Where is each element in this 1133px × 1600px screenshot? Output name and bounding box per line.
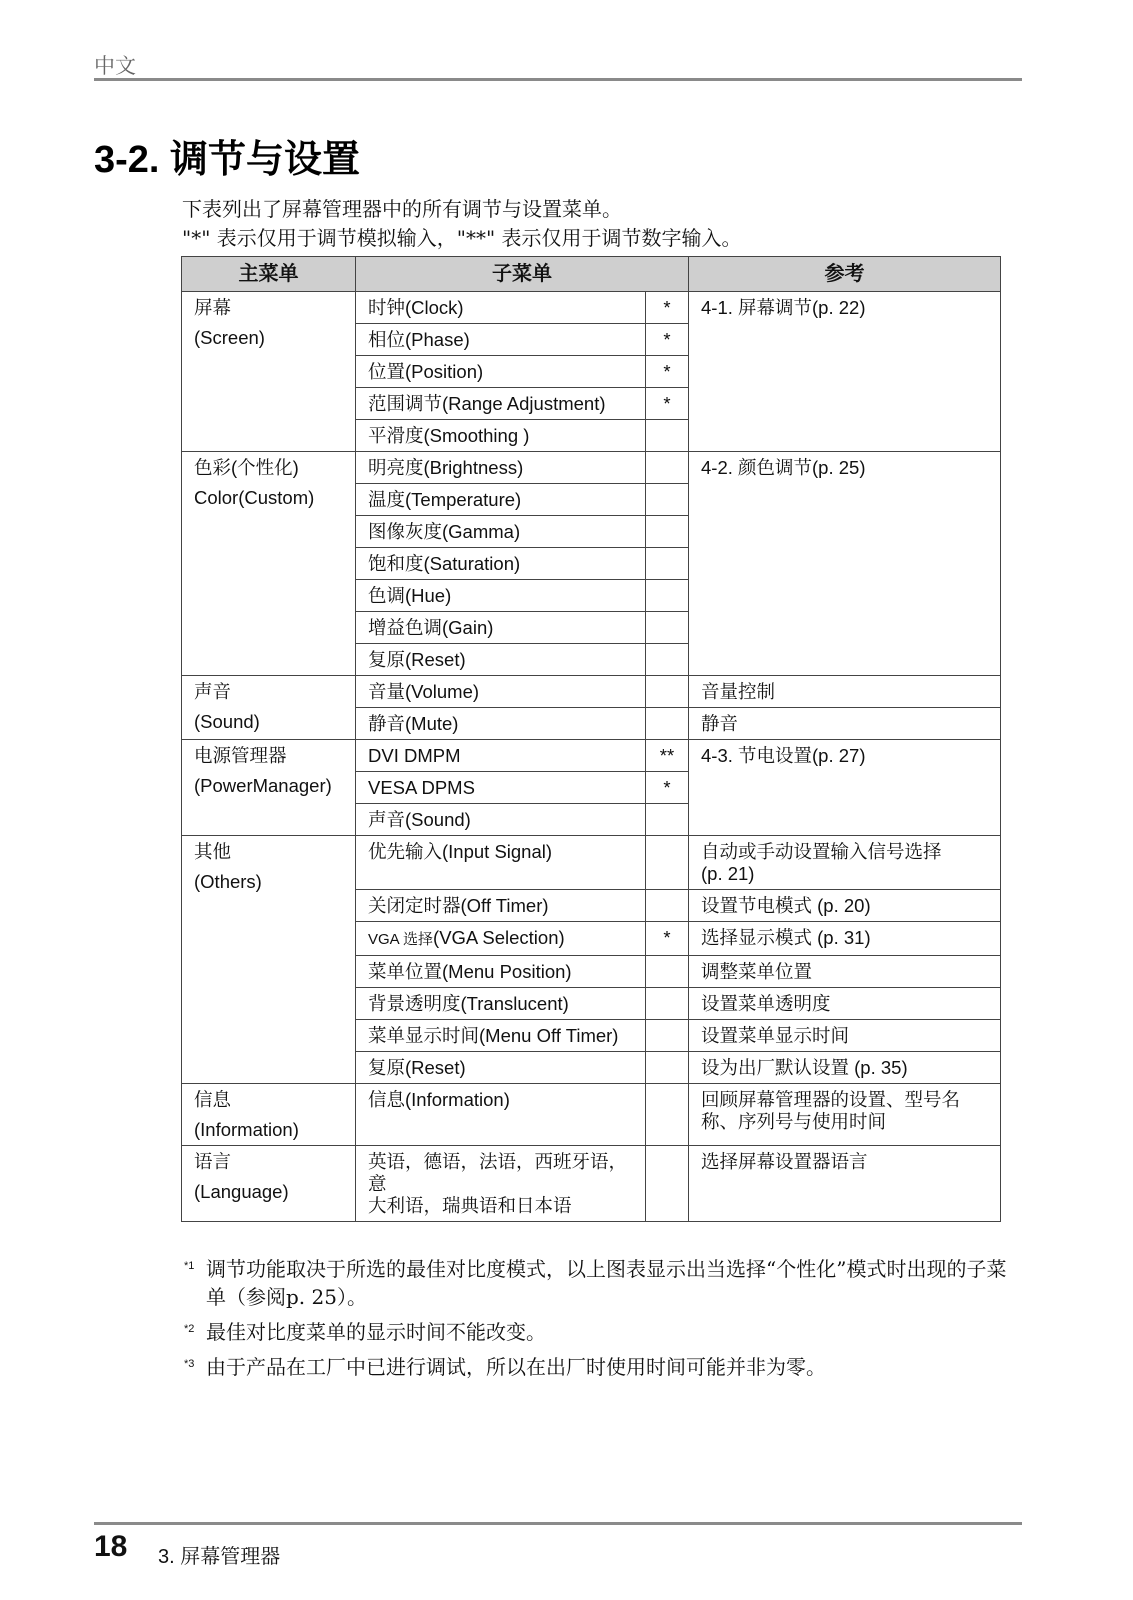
table-row [182,1146,1001,1222]
header-reference: 参考 [689,257,1001,292]
menu-table [181,256,1001,1222]
sub-menu-cell [356,548,646,580]
reference-cell [689,922,1001,956]
reference-text: 设置菜单显示时间 [701,1025,850,1046]
sub-menu-label: 位置(Position) [368,361,484,382]
sub-menu-cell [356,292,646,324]
input-type-mark [646,1052,689,1084]
reference-cell [689,740,1001,836]
main-menu-cell [182,676,356,740]
main-menu-label: (Others) [194,871,262,892]
chapter-label: 3. 屏幕管理器 [158,1546,281,1568]
input-type-mark: * [646,324,689,356]
footnote-marker: *3 [184,1358,195,1370]
sub-menu-cell [356,890,646,922]
sub-menu-cell [356,922,646,956]
input-type-mark [646,548,689,580]
input-type-mark: * [646,922,689,956]
input-type-mark: * [646,292,689,324]
main-menu-cell [182,1146,356,1222]
sub-menu-label: 菜单显示时间(Menu Off Timer) [368,1025,619,1046]
main-menu-label: 声音 [194,681,232,702]
intro-line-2: "*" 表示仅用于调节模拟输入，"**" 表示仅用于调节数字输入。 [182,226,742,250]
reference-cell [689,708,1001,740]
sub-menu-cell [356,988,646,1020]
sub-menu-cell [356,708,646,740]
sub-menu-cell [356,1084,646,1146]
input-type-mark [646,484,689,516]
section-title: 3-2. 调节与设置 [94,139,361,181]
input-type-mark [646,1020,689,1052]
sub-menu-cell [356,804,646,836]
main-menu-cell [182,836,356,1084]
table-row [182,836,1001,890]
input-type-mark [646,580,689,612]
reference-cell [689,956,1001,988]
sub-menu-cell [356,1020,646,1052]
page-number: 18 [94,1530,128,1563]
sub-menu-label: 饱和度(Saturation) [368,553,521,574]
sub-menu-cell [356,420,646,452]
sub-menu-label: 复原(Reset) [368,649,466,670]
input-type-mark [646,612,689,644]
header-sub-menu: 子菜单 [356,257,689,292]
header-main-menu: 主菜单 [182,257,356,292]
intro-line-1: 下表列出了屏幕管理器中的所有调节与设置菜单。 [182,197,622,221]
reference-text: 选择显示模式 (p. 31) [701,927,871,948]
reference-text: 回顾屏幕管理器的设置、型号名 [701,1089,961,1110]
sub-menu-label: 关闭定时器(Off Timer) [368,895,549,916]
reference-text: 选择屏幕设置器语言 [701,1151,868,1172]
input-type-mark [646,1146,689,1222]
reference-text: 调整菜单位置 [701,961,813,982]
main-menu-label: 信息 [194,1089,232,1110]
sub-menu-label: 英语，德语，法语，西班牙语，意 [368,1151,628,1194]
reference-text: 4-1. 屏幕调节(p. 22) [701,297,866,318]
input-type-mark: * [646,772,689,804]
reference-text: 静音 [701,713,739,734]
sub-menu-cell [356,356,646,388]
table-row [182,740,1001,772]
reference-text: 音量控制 [701,681,776,702]
table-row [182,292,1001,324]
sub-menu-cell [356,772,646,804]
sub-menu-cell [356,484,646,516]
sub-menu-label: 色调(Hue) [368,585,452,606]
reference-cell [689,676,1001,708]
main-menu-cell [182,292,356,452]
sub-menu-label: 静音(Mute) [368,713,459,734]
input-type-mark [646,676,689,708]
main-menu-cell [182,1084,356,1146]
sub-menu-cell [356,324,646,356]
main-menu-label: (Screen) [194,327,265,348]
reference-cell [689,1052,1001,1084]
main-menu-label: (PowerManager) [194,775,332,796]
reference-cell [689,1146,1001,1222]
input-type-mark [646,420,689,452]
sub-menu-cell [356,1052,646,1084]
sub-menu-label: 平滑度(Smoothing ) [368,425,530,446]
footnote-marker: *2 [184,1323,195,1335]
sub-menu-label: 背景透明度(Translucent) [368,993,569,1014]
sub-menu-cell [356,580,646,612]
sub-menu-cell [356,1146,646,1222]
main-menu-cell [182,452,356,676]
sub-menu-label: 图像灰度(Gamma) [368,521,521,542]
main-menu-label: 屏幕 [194,297,232,318]
input-type-mark [646,956,689,988]
footnote [182,1318,1022,1346]
reference-text: 4-2. 颜色调节(p. 25) [701,457,866,478]
sub-menu-cell [356,956,646,988]
main-menu-cell [182,740,356,836]
sub-menu-label-cont: 大利语，瑞典语和日本语 [368,1195,572,1216]
reference-cell [689,890,1001,922]
reference-cell [689,836,1001,890]
sub-menu-label: DVI DMPM [368,745,461,766]
sub-menu-label: 相位(Phase) [368,329,470,350]
table-header-row [182,257,1001,292]
sub-menu-label: 声音(Sound) [368,809,471,830]
reference-text: 自动或手动设置输入信号选择 [701,841,942,862]
reference-text-cont: 称、序列号与使用时间 [701,1111,887,1132]
main-menu-label: 电源管理器 [194,745,287,766]
reference-cell [689,452,1001,676]
reference-text-cont: (p. 21) [701,863,755,884]
sub-menu-cell [356,452,646,484]
sub-menu-cell [356,388,646,420]
reference-text: 4-3. 节电设置(p. 27) [701,745,866,766]
sub-menu-label: 时钟(Clock) [368,297,464,318]
sub-menu-label-prefix: VGA 选择 [368,931,434,948]
input-type-mark: * [646,356,689,388]
sub-menu-cell [356,676,646,708]
sub-menu-label: 菜单位置(Menu Position) [368,961,572,982]
reference-cell [689,988,1001,1020]
sub-menu-label: 信息(Information) [368,1089,510,1110]
footnotes [182,1255,1022,1388]
main-menu-label: 语言 [194,1151,232,1172]
sub-menu-cell [356,836,646,890]
header-divider [94,78,1022,81]
main-menu-label: 其他 [194,841,232,862]
input-type-mark [646,804,689,836]
main-menu-label: (Sound) [194,711,260,732]
input-type-mark [646,1084,689,1146]
table-row [182,676,1001,708]
sub-menu-cell [356,740,646,772]
sub-menu-label: VESA DPMS [368,777,475,798]
input-type-mark [646,890,689,922]
sub-menu-label: 范围调节(Range Adjustment) [368,393,606,414]
sub-menu-cell [356,516,646,548]
input-type-mark: ** [646,740,689,772]
reference-cell [689,292,1001,452]
input-type-mark [646,708,689,740]
footnote-text: 由于产品在工厂中已进行调试，所以在出厂时使用时间可能并非为零。 [206,1355,826,1379]
sub-menu-cell [356,612,646,644]
language-label: 中文 [94,55,136,78]
main-menu-label: 色彩(个性化) [194,457,299,478]
sub-menu-label: 温度(Temperature) [368,489,522,510]
footnote [182,1255,1022,1311]
reference-text: 设置节电模式 (p. 20) [701,895,871,916]
sub-menu-label: 优先输入(Input Signal) [368,841,553,862]
reference-text: 设为出厂默认设置 (p. 35) [701,1057,908,1078]
main-menu-label: Color(Custom) [194,487,315,508]
reference-cell [689,1020,1001,1052]
reference-text: 设置菜单透明度 [701,993,831,1014]
reference-cell [689,1084,1001,1146]
main-menu-label: (Information) [194,1119,299,1140]
footnote-text: 最佳对比度菜单的显示时间不能改变。 [206,1320,546,1344]
input-type-mark [646,452,689,484]
table-row [182,1084,1001,1146]
input-type-mark [646,988,689,1020]
sub-menu-cell [356,644,646,676]
input-type-mark [646,836,689,890]
input-type-mark [646,644,689,676]
table-row [182,452,1001,484]
input-type-mark: * [646,388,689,420]
sub-menu-label: 明亮度(Brightness) [368,457,524,478]
footer-divider [94,1522,1022,1525]
sub-menu-label: 增益色调(Gain) [368,617,494,638]
input-type-mark [646,516,689,548]
sub-menu-label: 复原(Reset) [368,1057,466,1078]
main-menu-label: (Language) [194,1181,289,1202]
footnote [182,1353,1022,1381]
footnote-marker: *1 [184,1260,195,1272]
sub-menu-label: 音量(Volume) [368,681,480,702]
sub-menu-label: (VGA Selection) [433,927,565,948]
footnote-text: 调节功能取决于所选的最佳对比度模式，以上图表显示出当选择“个性化”模式时出现的子菜单（参阅p. 25）。 [206,1257,1007,1309]
